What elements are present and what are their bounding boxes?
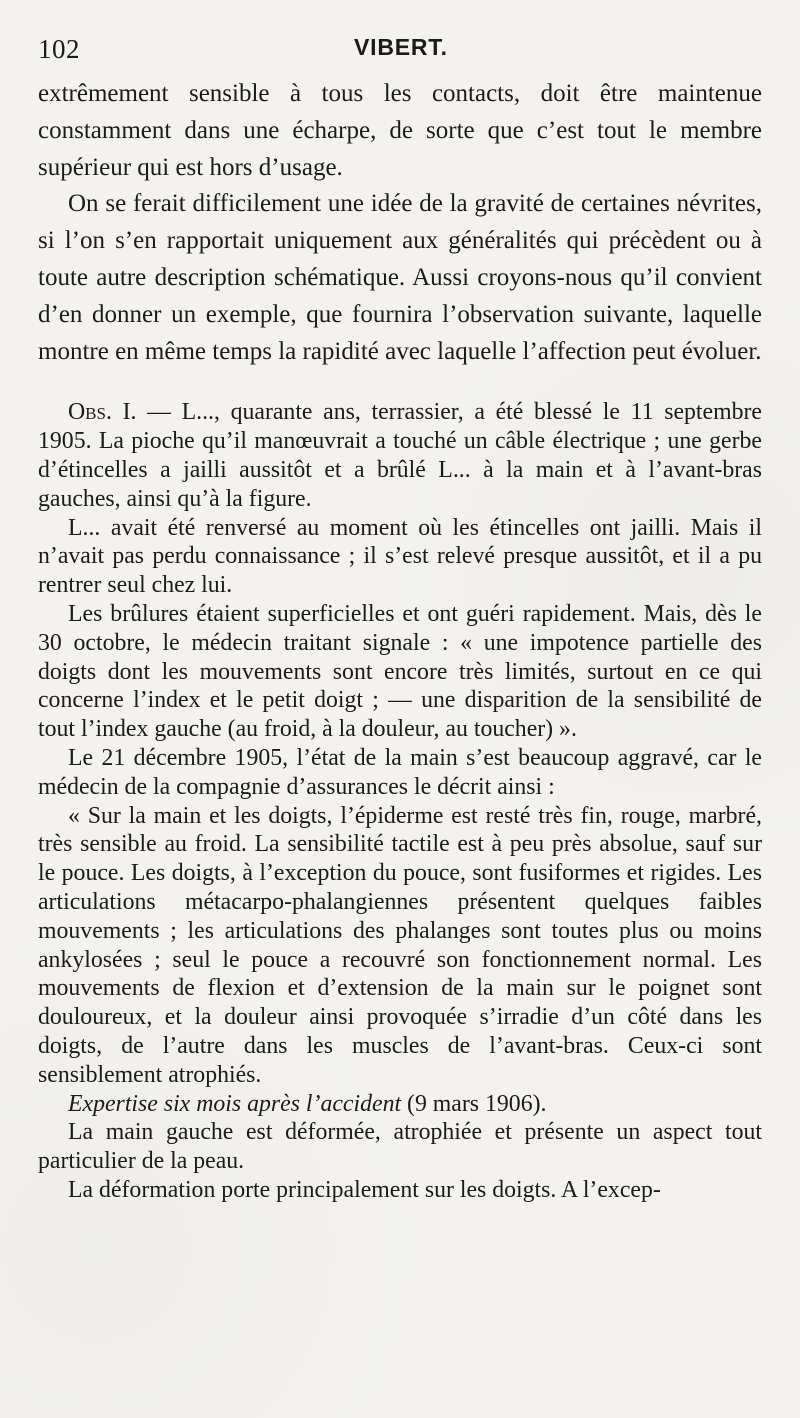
observation-section bbox=[38, 398, 762, 1204]
observation-paragraph-1-text: — L..., quarante ans, terrassier, a été blessé le 11 septembre 1905. La pioche qu’il manœuvrait a touché un câble électrique ; une gerbe d’étincelles a jailli aussitôt et a brûlé L... à la main et à l’avant-bras gauches, ainsi qu’à la figure. bbox=[38, 399, 762, 512]
observation-paragraph-5: « Sur la main et les doigts, l’épiderme est resté très fin, rouge, marbré, très sensible au froid. La sensibilité tactile est à peu près absolue, sauf sur le pouce. Les doigts, à l’exception du pouce, sont fusiformes et rigides. Les articulations métacarpo-phalangiennes présentent quelques faibles mouvements ; les articulations des phalanges sont toutes plus ou moins ankylosées ; seul le pouce a recouvré son fonctionnement normal. Les mouvements de flexion et d’extension de la main sur le poignet sont douloureux, et la douleur ainsi provoquée s’irradie d’un côté dans les doigts, de l’autre dans les muscles de l’avant-bras. Ceux-ci sont sensiblement atrophiés. bbox=[38, 802, 762, 1088]
intro-paragraph-1: extrêmement sensible à tous les contacts, doit être maintenue constamment dans une écharpe, de sorte que c’est tout le membre supérieur qui est hors d’usage. bbox=[38, 80, 762, 181]
running-head: VIBERT. bbox=[354, 34, 448, 60]
observation-paragraph-8: La déformation porte principalement sur les doigts. A l’excep- bbox=[68, 1176, 661, 1203]
expertise-date: (9 mars 1906). bbox=[401, 1090, 547, 1117]
page-header bbox=[38, 34, 762, 76]
expertise-heading: Expertise six mois après l’accident bbox=[68, 1090, 402, 1117]
observation-paragraph-6 bbox=[38, 1090, 762, 1119]
observation-label: Obs. I. bbox=[68, 399, 137, 426]
observation-paragraph-2: L... avait été renversé au moment où les étincelles ont jailli. Mais il n’avait pas perdu connaissance ; il s’est relevé presque aussitôt, et il a pu rentrer seul chez lui. bbox=[38, 514, 762, 599]
observation-paragraph-4: Le 21 décembre 1905, l’état de la main s’est beaucoup aggravé, car le médecin de la compagnie d’assurances le décrit ainsi : bbox=[38, 744, 762, 800]
observation-paragraph-1 bbox=[38, 398, 762, 513]
observation-paragraph-3: Les brûlures étaient superficielles et ont guéri rapidement. Mais, dès le 30 octobre, le médecin traitant signale : « une impotence partielle des doigts dont les mouvements sont encore très limités, surtout en ce qui concerne l’index et le petit doigt ; — une disparition de la sensibilité de tout l’index gauche (au froid, à la douleur, au toucher) ». bbox=[38, 600, 762, 743]
main-text bbox=[38, 76, 762, 370]
page-number: 102 bbox=[38, 34, 80, 64]
observation-paragraph-7: La main gauche est déformée, atrophiée et présente un aspect tout particulier de la peau. bbox=[38, 1119, 762, 1175]
intro-paragraph-2: On se ferait difficilement une idée de la gravité de certaines névrites, si l’on s’en rapportait uniquement aux généralités qui précèdent ou à toute autre description schématique. Aussi croyons-nous qu’il convient d’en donner un exemple, que fournira l’observation suivante, laquelle montre en même temps la rapidité avec laquelle l’affection peut évoluer. bbox=[38, 190, 762, 365]
